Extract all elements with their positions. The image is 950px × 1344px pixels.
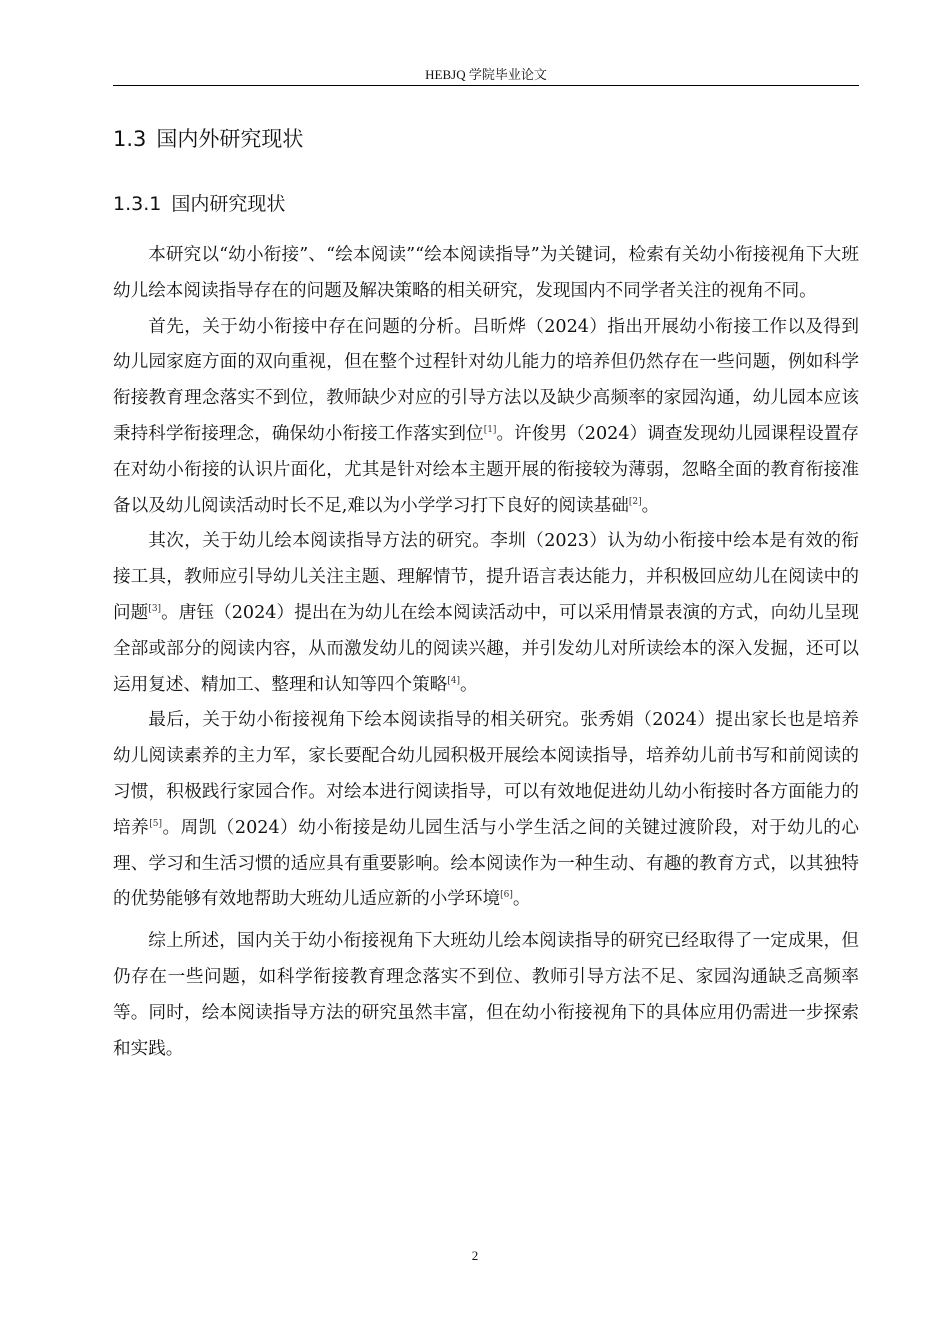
page-header: HEBJQ 学院毕业论文 — [425, 67, 547, 82]
paragraph-intro — [113, 238, 859, 310]
citation-ref: [3] — [148, 604, 162, 615]
paragraph-third — [113, 703, 859, 918]
section-number: 1.3 — [113, 127, 147, 151]
body-text — [113, 238, 859, 1067]
paragraph-summary — [113, 924, 859, 1067]
paragraph-text: 。 — [460, 674, 478, 695]
paragraph-second — [113, 524, 859, 703]
paragraph-text: 。许俊男（2024）调查发现幼儿园课程设置存在对幼小衔接的认识片面化，尤其是针对绘本主题开展的衔接较为薄弱，忽略全面的教育衔接准备以及幼儿阅读活动时长不足,难以为小学学习打下良好的阅读基础 — [113, 423, 859, 516]
citation-ref: [1] — [483, 425, 497, 436]
subsection-number: 1.3.1 — [113, 193, 162, 215]
paragraph-text: 综上所述，国内关于幼小衔接视角下大班幼儿绘本阅读指导的研究已经取得了一定成果，但仍存在一些问题，如科学衔接教育理念落实不到位、教师引导方法不足、家园沟通缺乏高频率等。同时，绘本阅读指导方法的研究虽然丰富，但在幼小衔接视角下的具体应用仍需进一步探索和实践。 — [113, 931, 859, 1059]
page-number: 2 — [471, 1248, 479, 1263]
header-divider — [113, 85, 859, 86]
paragraph-text: 其次，关于幼儿绘本阅读指导方法的研究。李圳（2023）认为幼小衔接中绘本是有效的衔接工具，教师应引导幼儿关注主题、理解情节，提升语言表达能力，并积极回应幼儿在阅读中的问题 — [113, 531, 859, 623]
paragraph-first — [113, 310, 859, 525]
subsection-title: 国内研究现状 — [171, 193, 286, 215]
paragraph-text: 。唐钰（2024）提出在为幼儿在绘本阅读活动中，可以采用情景表演的方式，向幼儿呈现全部或部分的阅读内容，从而激发幼儿的阅读兴趣，并引发幼儿对所读绘本的深入发掘，还可以运用复述、精加工、整理和认知等四个策略 — [113, 602, 859, 695]
citation-ref: [6] — [500, 890, 513, 901]
paragraph-text: 本研究以“幼小衔接”、“绘本阅读”“绘本阅读指导”为关键词，检索有关幼小衔接视角下大班幼儿绘本阅读指导存在的问题及解决策略的相关研究，发现国内不同学者关注的视角不同。 — [113, 245, 859, 301]
paragraph-text: 最后，关于幼小衔接视角下绘本阅读指导的相关研究。张秀娟（2024）提出家长也是培养幼儿阅读素养的主力军，家长要配合幼儿园积极开展绘本阅读指导，培养幼儿前书写和前阅读的习惯，积极践行家园合作。对绘本进行阅读指导，可以有效地促进幼儿幼小衔接时各方面能力的培养 — [113, 710, 859, 838]
paragraph-text: 。 — [512, 889, 531, 910]
section-heading — [113, 124, 303, 154]
paragraph-text: 首先，关于幼小衔接中存在问题的分析。吕昕烨（2024）指出开展幼小衔接工作以及得到幼儿园家庭方面的双向重视，但在整个过程针对幼儿能力的培养但仍然存在一些问题，例如科学衔接教育理念落实不到位，教师缺少对应的引导方法以及缺少高频率的家园沟通，幼儿园本应该秉持科学衔接理念，确保幼小衔接工作落实到位 — [113, 316, 859, 444]
paragraph-text: 。 — [641, 495, 660, 516]
subsection-heading — [113, 190, 285, 218]
citation-ref: [2] — [628, 496, 642, 507]
paragraph-text: 。周凯（2024）幼小衔接是幼儿园生活与小学生活之间的关键过渡阶段，对于幼儿的心理、学习和生活习惯的适应具有重要影响。绘本阅读作为一种生动、有趣的教育方式，以其独特的优势能够有效地帮助大班幼儿适应新的小学环境 — [113, 817, 859, 910]
citation-ref: [4] — [447, 675, 461, 686]
citation-ref: [5] — [149, 818, 162, 829]
section-title: 国内外研究现状 — [156, 127, 304, 151]
